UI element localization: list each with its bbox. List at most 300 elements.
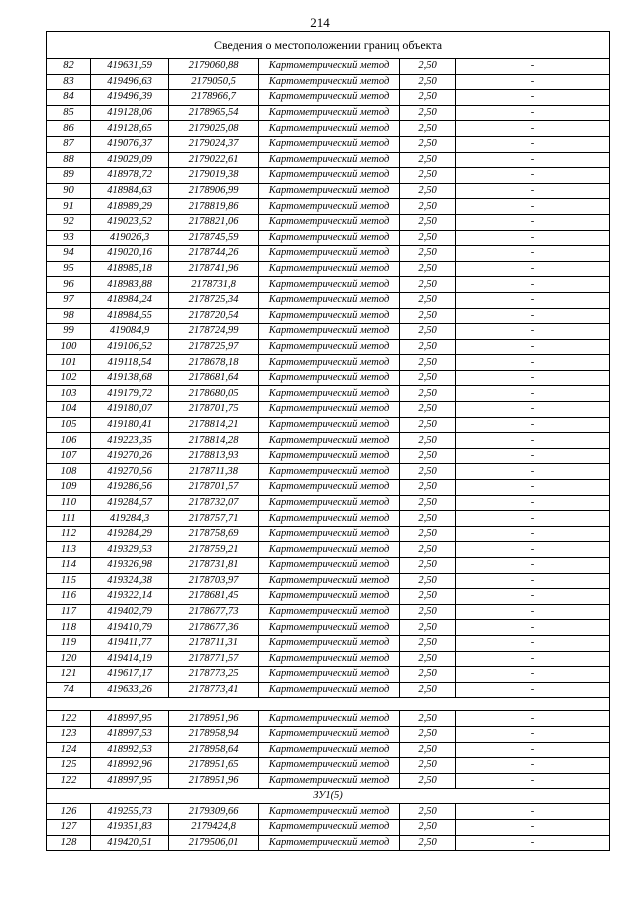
x-coordinate-cell: 418992,96 xyxy=(91,758,169,774)
accuracy-cell: 2,50 xyxy=(400,620,456,636)
accuracy-cell: 2,50 xyxy=(400,402,456,418)
table-row xyxy=(47,230,610,246)
description-cell: - xyxy=(456,121,610,137)
point-number-cell: 119 xyxy=(47,635,91,651)
point-number-cell: 98 xyxy=(47,308,91,324)
description-cell: - xyxy=(456,682,610,698)
y-coordinate-cell: 2178720,54 xyxy=(169,308,259,324)
description-cell: - xyxy=(456,711,610,727)
point-number-cell: 127 xyxy=(47,819,91,835)
description-cell: - xyxy=(456,667,610,683)
point-number-cell: 120 xyxy=(47,651,91,667)
point-number-cell: 114 xyxy=(47,558,91,574)
accuracy-cell: 2,50 xyxy=(400,558,456,574)
x-coordinate-cell: 419084,9 xyxy=(91,324,169,340)
point-number-cell: 101 xyxy=(47,355,91,371)
description-cell: - xyxy=(456,90,610,106)
method-cell: Картометрический метод xyxy=(259,59,400,75)
y-coordinate-cell: 2178771,57 xyxy=(169,651,259,667)
method-cell: Картометрический метод xyxy=(259,339,400,355)
point-number-cell: 121 xyxy=(47,667,91,683)
x-coordinate-cell: 419351,83 xyxy=(91,819,169,835)
method-cell: Картометрический метод xyxy=(259,667,400,683)
description-cell: - xyxy=(456,573,610,589)
description-cell: - xyxy=(456,589,610,605)
y-coordinate-cell: 2179060,88 xyxy=(169,59,259,75)
table-row xyxy=(47,339,610,355)
x-coordinate-cell: 419411,77 xyxy=(91,635,169,651)
accuracy-cell: 2,50 xyxy=(400,152,456,168)
table-row xyxy=(47,386,610,402)
y-coordinate-cell: 2178966,7 xyxy=(169,90,259,106)
y-coordinate-cell: 2179022,61 xyxy=(169,152,259,168)
x-coordinate-cell: 419322,14 xyxy=(91,589,169,605)
x-coordinate-cell: 418984,63 xyxy=(91,183,169,199)
description-cell: - xyxy=(456,402,610,418)
description-cell: - xyxy=(456,742,610,758)
description-cell: - xyxy=(456,339,610,355)
accuracy-cell: 2,50 xyxy=(400,90,456,106)
method-cell: Картометрический метод xyxy=(259,402,400,418)
point-number-cell: 84 xyxy=(47,90,91,106)
table-row xyxy=(47,682,610,698)
accuracy-cell: 2,50 xyxy=(400,292,456,308)
x-coordinate-cell: 418984,55 xyxy=(91,308,169,324)
table-row xyxy=(47,433,610,449)
method-cell: Картометрический метод xyxy=(259,417,400,433)
description-cell: - xyxy=(456,277,610,293)
method-cell: Картометрический метод xyxy=(259,214,400,230)
table-row xyxy=(47,277,610,293)
x-coordinate-cell: 418997,95 xyxy=(91,711,169,727)
description-cell: - xyxy=(456,152,610,168)
accuracy-cell: 2,50 xyxy=(400,511,456,527)
description-cell: - xyxy=(456,324,610,340)
method-cell: Картометрический метод xyxy=(259,230,400,246)
accuracy-cell: 2,50 xyxy=(400,464,456,480)
point-number-cell: 125 xyxy=(47,758,91,774)
table-row xyxy=(47,480,610,496)
method-cell: Картометрический метод xyxy=(259,152,400,168)
point-number-cell: 74 xyxy=(47,682,91,698)
method-cell: Картометрический метод xyxy=(259,448,400,464)
table-row xyxy=(47,59,610,75)
method-cell: Картометрический метод xyxy=(259,726,400,742)
method-cell: Картометрический метод xyxy=(259,246,400,262)
y-coordinate-cell: 2178965,54 xyxy=(169,105,259,121)
x-coordinate-cell: 419029,09 xyxy=(91,152,169,168)
description-cell: - xyxy=(456,386,610,402)
description-cell: - xyxy=(456,105,610,121)
accuracy-cell: 2,50 xyxy=(400,386,456,402)
y-coordinate-cell: 2178724,99 xyxy=(169,324,259,340)
method-cell: Картометрический метод xyxy=(259,464,400,480)
description-cell: - xyxy=(456,480,610,496)
y-coordinate-cell: 2178819,86 xyxy=(169,199,259,215)
table-row xyxy=(47,804,610,820)
method-cell: Картометрический метод xyxy=(259,308,400,324)
point-number-cell: 89 xyxy=(47,168,91,184)
method-cell: Картометрический метод xyxy=(259,199,400,215)
description-cell: - xyxy=(456,433,610,449)
method-cell: Картометрический метод xyxy=(259,635,400,651)
section-label: ЗУ1(5) xyxy=(47,789,610,804)
accuracy-cell: 2,50 xyxy=(400,183,456,199)
method-cell: Картометрический метод xyxy=(259,292,400,308)
accuracy-cell: 2,50 xyxy=(400,835,456,851)
accuracy-cell: 2,50 xyxy=(400,711,456,727)
method-cell: Картометрический метод xyxy=(259,651,400,667)
y-coordinate-cell: 2179424,8 xyxy=(169,819,259,835)
y-coordinate-cell: 2178773,41 xyxy=(169,682,259,698)
point-number-cell: 97 xyxy=(47,292,91,308)
accuracy-cell: 2,50 xyxy=(400,682,456,698)
y-coordinate-cell: 2178758,69 xyxy=(169,526,259,542)
y-coordinate-cell: 2179019,38 xyxy=(169,168,259,184)
x-coordinate-cell: 419617,17 xyxy=(91,667,169,683)
y-coordinate-cell: 2179309,66 xyxy=(169,804,259,820)
table-row xyxy=(47,495,610,511)
x-coordinate-cell: 419106,52 xyxy=(91,339,169,355)
point-number-cell: 110 xyxy=(47,495,91,511)
x-coordinate-cell: 419284,29 xyxy=(91,526,169,542)
x-coordinate-cell: 418989,29 xyxy=(91,199,169,215)
description-cell: - xyxy=(456,495,610,511)
table-row xyxy=(47,402,610,418)
point-number-cell: 117 xyxy=(47,604,91,620)
table-row xyxy=(47,711,610,727)
point-number-cell: 91 xyxy=(47,199,91,215)
table-row xyxy=(47,152,610,168)
x-coordinate-cell: 419496,63 xyxy=(91,74,169,90)
point-number-cell: 126 xyxy=(47,804,91,820)
x-coordinate-cell: 419223,35 xyxy=(91,433,169,449)
description-cell: - xyxy=(456,370,610,386)
method-cell: Картометрический метод xyxy=(259,324,400,340)
y-coordinate-cell: 2178711,31 xyxy=(169,635,259,651)
y-coordinate-cell: 2178680,05 xyxy=(169,386,259,402)
accuracy-cell: 2,50 xyxy=(400,370,456,386)
y-coordinate-cell: 2178958,94 xyxy=(169,726,259,742)
method-cell: Картометрический метод xyxy=(259,835,400,851)
y-coordinate-cell: 2178814,21 xyxy=(169,417,259,433)
accuracy-cell: 2,50 xyxy=(400,199,456,215)
y-coordinate-cell: 2178677,36 xyxy=(169,620,259,636)
x-coordinate-cell: 419179,72 xyxy=(91,386,169,402)
description-cell: - xyxy=(456,355,610,371)
point-number-cell: 99 xyxy=(47,324,91,340)
x-coordinate-cell: 419284,57 xyxy=(91,495,169,511)
x-coordinate-cell: 419026,3 xyxy=(91,230,169,246)
method-cell: Картометрический метод xyxy=(259,386,400,402)
x-coordinate-cell: 419270,26 xyxy=(91,448,169,464)
table-row xyxy=(47,819,610,835)
y-coordinate-cell: 2178703,97 xyxy=(169,573,259,589)
table-row xyxy=(47,464,610,480)
y-coordinate-cell: 2178731,81 xyxy=(169,558,259,574)
description-cell: - xyxy=(456,183,610,199)
accuracy-cell: 2,50 xyxy=(400,433,456,449)
y-coordinate-cell: 2178757,71 xyxy=(169,511,259,527)
accuracy-cell: 2,50 xyxy=(400,773,456,789)
point-number-cell: 94 xyxy=(47,246,91,262)
y-coordinate-cell: 2178744,26 xyxy=(169,246,259,262)
point-number-cell: 107 xyxy=(47,448,91,464)
accuracy-cell: 2,50 xyxy=(400,573,456,589)
point-number-cell: 118 xyxy=(47,620,91,636)
description-cell: - xyxy=(456,604,610,620)
method-cell: Картометрический метод xyxy=(259,183,400,199)
x-coordinate-cell: 418984,24 xyxy=(91,292,169,308)
y-coordinate-cell: 2178958,64 xyxy=(169,742,259,758)
coordinates-table-body xyxy=(47,32,610,851)
table-row xyxy=(47,448,610,464)
accuracy-cell: 2,50 xyxy=(400,667,456,683)
accuracy-cell: 2,50 xyxy=(400,230,456,246)
method-cell: Картометрический метод xyxy=(259,604,400,620)
method-cell: Картометрический метод xyxy=(259,433,400,449)
point-number-cell: 115 xyxy=(47,573,91,589)
table-row xyxy=(47,742,610,758)
method-cell: Картометрический метод xyxy=(259,121,400,137)
description-cell: - xyxy=(456,651,610,667)
y-coordinate-cell: 2178711,38 xyxy=(169,464,259,480)
x-coordinate-cell: 419128,06 xyxy=(91,105,169,121)
description-cell: - xyxy=(456,261,610,277)
description-cell: - xyxy=(456,542,610,558)
method-cell: Картометрический метод xyxy=(259,558,400,574)
table-row xyxy=(47,558,610,574)
x-coordinate-cell: 419496,39 xyxy=(91,90,169,106)
method-cell: Картометрический метод xyxy=(259,526,400,542)
method-cell: Картометрический метод xyxy=(259,136,400,152)
method-cell: Картометрический метод xyxy=(259,542,400,558)
description-cell: - xyxy=(456,511,610,527)
description-cell: - xyxy=(456,214,610,230)
table-row xyxy=(47,74,610,90)
x-coordinate-cell: 419420,51 xyxy=(91,835,169,851)
accuracy-cell: 2,50 xyxy=(400,604,456,620)
accuracy-cell: 2,50 xyxy=(400,758,456,774)
table-row xyxy=(47,620,610,636)
description-cell: - xyxy=(456,417,610,433)
method-cell: Картометрический метод xyxy=(259,480,400,496)
blank-separator xyxy=(47,698,610,711)
description-cell: - xyxy=(456,168,610,184)
accuracy-cell: 2,50 xyxy=(400,74,456,90)
description-cell: - xyxy=(456,246,610,262)
accuracy-cell: 2,50 xyxy=(400,804,456,820)
x-coordinate-cell: 419180,07 xyxy=(91,402,169,418)
point-number-cell: 95 xyxy=(47,261,91,277)
x-coordinate-cell: 419286,56 xyxy=(91,480,169,496)
table-row xyxy=(47,324,610,340)
method-cell: Картометрический метод xyxy=(259,773,400,789)
y-coordinate-cell: 2178745,59 xyxy=(169,230,259,246)
description-cell: - xyxy=(456,292,610,308)
accuracy-cell: 2,50 xyxy=(400,214,456,230)
accuracy-cell: 2,50 xyxy=(400,168,456,184)
accuracy-cell: 2,50 xyxy=(400,819,456,835)
method-cell: Картометрический метод xyxy=(259,277,400,293)
x-coordinate-cell: 418978,72 xyxy=(91,168,169,184)
description-cell: - xyxy=(456,74,610,90)
point-number-cell: 109 xyxy=(47,480,91,496)
table-row xyxy=(47,246,610,262)
description-cell: - xyxy=(456,620,610,636)
method-cell: Картометрический метод xyxy=(259,742,400,758)
y-coordinate-cell: 2179506,01 xyxy=(169,835,259,851)
y-coordinate-cell: 2178701,57 xyxy=(169,480,259,496)
x-coordinate-cell: 418992,53 xyxy=(91,742,169,758)
method-cell: Картометрический метод xyxy=(259,819,400,835)
point-number-cell: 122 xyxy=(47,773,91,789)
table-row xyxy=(47,758,610,774)
section-header-row xyxy=(47,789,610,804)
description-cell: - xyxy=(456,308,610,324)
x-coordinate-cell: 418983,88 xyxy=(91,277,169,293)
y-coordinate-cell: 2178759,21 xyxy=(169,542,259,558)
point-number-cell: 106 xyxy=(47,433,91,449)
table-row xyxy=(47,526,610,542)
x-coordinate-cell: 419180,41 xyxy=(91,417,169,433)
method-cell: Картометрический метод xyxy=(259,495,400,511)
x-coordinate-cell: 419326,98 xyxy=(91,558,169,574)
point-number-cell: 124 xyxy=(47,742,91,758)
x-coordinate-cell: 419076,37 xyxy=(91,136,169,152)
description-cell: - xyxy=(456,464,610,480)
accuracy-cell: 2,50 xyxy=(400,339,456,355)
method-cell: Картометрический метод xyxy=(259,589,400,605)
description-cell: - xyxy=(456,558,610,574)
point-number-cell: 93 xyxy=(47,230,91,246)
point-number-cell: 90 xyxy=(47,183,91,199)
x-coordinate-cell: 419255,73 xyxy=(91,804,169,820)
method-cell: Картометрический метод xyxy=(259,370,400,386)
point-number-cell: 96 xyxy=(47,277,91,293)
table-row xyxy=(47,90,610,106)
table-row xyxy=(47,651,610,667)
y-coordinate-cell: 2178681,64 xyxy=(169,370,259,386)
accuracy-cell: 2,50 xyxy=(400,59,456,75)
accuracy-cell: 2,50 xyxy=(400,651,456,667)
accuracy-cell: 2,50 xyxy=(400,121,456,137)
x-coordinate-cell: 419633,26 xyxy=(91,682,169,698)
description-cell: - xyxy=(456,758,610,774)
table-title-row xyxy=(47,32,610,59)
table-row xyxy=(47,105,610,121)
accuracy-cell: 2,50 xyxy=(400,495,456,511)
coordinates-table xyxy=(46,31,610,851)
table-row xyxy=(47,542,610,558)
y-coordinate-cell: 2178813,93 xyxy=(169,448,259,464)
table-row xyxy=(47,308,610,324)
accuracy-cell: 2,50 xyxy=(400,417,456,433)
table-row xyxy=(47,635,610,651)
y-coordinate-cell: 2178681,45 xyxy=(169,589,259,605)
x-coordinate-cell: 419118,54 xyxy=(91,355,169,371)
y-coordinate-cell: 2178741,96 xyxy=(169,261,259,277)
y-coordinate-cell: 2178951,65 xyxy=(169,758,259,774)
table-row xyxy=(47,726,610,742)
accuracy-cell: 2,50 xyxy=(400,526,456,542)
point-number-cell: 87 xyxy=(47,136,91,152)
x-coordinate-cell: 419631,59 xyxy=(91,59,169,75)
point-number-cell: 128 xyxy=(47,835,91,851)
accuracy-cell: 2,50 xyxy=(400,277,456,293)
x-coordinate-cell: 419270,56 xyxy=(91,464,169,480)
description-cell: - xyxy=(456,804,610,820)
description-cell: - xyxy=(456,59,610,75)
table-row xyxy=(47,183,610,199)
y-coordinate-cell: 2179024,37 xyxy=(169,136,259,152)
y-coordinate-cell: 2179025,08 xyxy=(169,121,259,137)
table-row xyxy=(47,199,610,215)
description-cell: - xyxy=(456,726,610,742)
method-cell: Картометрический метод xyxy=(259,804,400,820)
accuracy-cell: 2,50 xyxy=(400,136,456,152)
point-number-cell: 103 xyxy=(47,386,91,402)
table-row xyxy=(47,573,610,589)
table-row xyxy=(47,604,610,620)
description-cell: - xyxy=(456,773,610,789)
accuracy-cell: 2,50 xyxy=(400,246,456,262)
x-coordinate-cell: 419020,16 xyxy=(91,246,169,262)
table-row xyxy=(47,168,610,184)
section-separator-row xyxy=(47,698,610,711)
point-number-cell: 123 xyxy=(47,726,91,742)
method-cell: Картометрический метод xyxy=(259,90,400,106)
method-cell: Картометрический метод xyxy=(259,758,400,774)
point-number-cell: 104 xyxy=(47,402,91,418)
description-cell: - xyxy=(456,819,610,835)
table-row xyxy=(47,589,610,605)
y-coordinate-cell: 2178773,25 xyxy=(169,667,259,683)
y-coordinate-cell: 2178951,96 xyxy=(169,711,259,727)
point-number-cell: 108 xyxy=(47,464,91,480)
point-number-cell: 116 xyxy=(47,589,91,605)
table-row xyxy=(47,121,610,137)
x-coordinate-cell: 418997,53 xyxy=(91,726,169,742)
point-number-cell: 86 xyxy=(47,121,91,137)
point-number-cell: 92 xyxy=(47,214,91,230)
table-row xyxy=(47,214,610,230)
y-coordinate-cell: 2178677,73 xyxy=(169,604,259,620)
accuracy-cell: 2,50 xyxy=(400,308,456,324)
method-cell: Картометрический метод xyxy=(259,711,400,727)
table-row xyxy=(47,667,610,683)
table-row xyxy=(47,370,610,386)
method-cell: Картометрический метод xyxy=(259,682,400,698)
accuracy-cell: 2,50 xyxy=(400,480,456,496)
method-cell: Картометрический метод xyxy=(259,168,400,184)
x-coordinate-cell: 419414,19 xyxy=(91,651,169,667)
method-cell: Картометрический метод xyxy=(259,511,400,527)
accuracy-cell: 2,50 xyxy=(400,542,456,558)
table-row xyxy=(47,511,610,527)
accuracy-cell: 2,50 xyxy=(400,742,456,758)
table-row xyxy=(47,292,610,308)
x-coordinate-cell: 419329,53 xyxy=(91,542,169,558)
accuracy-cell: 2,50 xyxy=(400,355,456,371)
x-coordinate-cell: 418997,95 xyxy=(91,773,169,789)
accuracy-cell: 2,50 xyxy=(400,448,456,464)
point-number-cell: 100 xyxy=(47,339,91,355)
accuracy-cell: 2,50 xyxy=(400,589,456,605)
description-cell: - xyxy=(456,635,610,651)
y-coordinate-cell: 2178821,06 xyxy=(169,214,259,230)
table-row xyxy=(47,417,610,433)
